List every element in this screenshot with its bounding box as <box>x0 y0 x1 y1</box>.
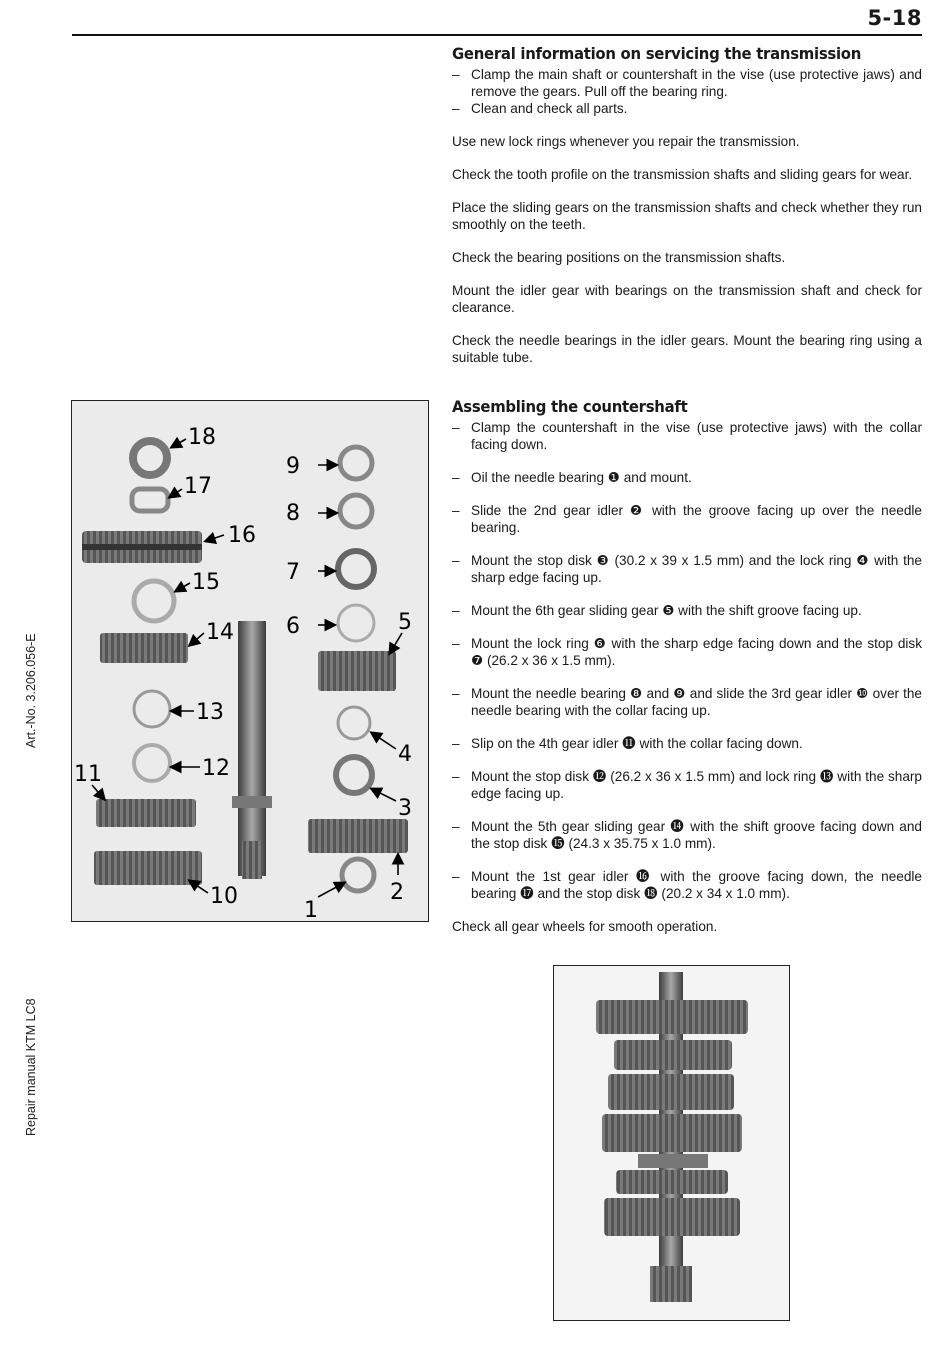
callout-18: 18 <box>188 425 216 450</box>
needle-bearing-9 <box>340 447 372 479</box>
callout-9: 9 <box>286 454 300 479</box>
assembly-step: – Mount the 5th gear sliding gear ⓮ with the shift groove facing down and the stop disk ⓯ (24.3 x 35.75 x 1.0 mm). <box>452 818 922 852</box>
callout-3: 3 <box>398 796 412 821</box>
assembly-step: – Oil the needle bearing ❶ and mount. <box>452 469 922 486</box>
needle-bearing-8 <box>340 495 372 527</box>
article-number: Art.-No. 3.206.056-E <box>24 633 38 748</box>
header-rule <box>72 34 922 36</box>
closing-paragraph: Check all gear wheels for smooth operation. <box>452 919 718 934</box>
callout-14: 14 <box>206 620 234 645</box>
callout-12: 12 <box>202 756 230 781</box>
section-title-countershaft: Assembling the countershaft <box>452 397 688 416</box>
servicing-step: – Clean and check all parts. <box>452 100 922 117</box>
callout-6: 6 <box>286 614 300 639</box>
stop-disk-7 <box>338 551 374 587</box>
section-servicing <box>452 44 922 366</box>
servicing-paragraph: Use new lock rings whenever you repair the transmission. <box>452 134 800 149</box>
gear-5th-sliding-14 <box>100 633 188 663</box>
needle-bearing-1 <box>342 859 374 891</box>
assembly-step: – Mount the needle bearing ❽ and ❾ and slide the 3rd gear idler ❿ over the needle bearing with the collar facing up. <box>452 685 922 719</box>
assembled-countershaft-photo <box>553 965 790 1321</box>
assembled-countershaft-drawing <box>554 966 789 1320</box>
callout-16: 16 <box>228 523 256 548</box>
assembly-step: – Mount the 6th gear sliding gear ❺ with the shift groove facing up. <box>452 602 922 619</box>
assembly-step: – Mount the lock ring ❻ with the sharp edge facing down and the stop disk ❼ (26.2 x 36 x 1.5 mm). <box>452 635 922 669</box>
servicing-paragraph: Check the needle bearings in the idler gears. Mount the bearing ring using a suitable tube. <box>452 333 922 365</box>
stop-disk-12 <box>134 745 170 781</box>
lock-ring-13 <box>134 691 170 727</box>
manual-title: Repair manual KTM LC8 <box>24 998 38 1136</box>
callout-15: 15 <box>192 570 220 595</box>
section-countershaft <box>452 397 922 935</box>
stop-disk-15 <box>134 581 174 621</box>
stop-disk-3 <box>336 757 372 793</box>
callout-2: 2 <box>390 880 404 905</box>
callout-1: 1 <box>304 898 318 921</box>
section-title-servicing: General information on servicing the transmission <box>452 44 862 63</box>
lock-ring-4 <box>338 707 370 739</box>
countershaft <box>238 621 266 876</box>
callout-4: 4 <box>398 742 412 767</box>
callout-13: 13 <box>196 700 224 725</box>
assembly-step: – Mount the stop disk ⓬ (26.2 x 36 x 1.5 mm) and lock ring ⓭ with the sharp edge facing up. <box>452 768 922 802</box>
gear-6th-sliding-5 <box>318 651 396 691</box>
gear-3rd-idler-10 <box>94 851 202 885</box>
assembly-step: – Mount the 1st gear idler ⓰ with the groove facing down, the needle bearing ⓱ and the stop disk ⓲ (20.2 x 34 x 1.0 mm). <box>452 868 922 902</box>
stop-disk-18 <box>133 441 167 475</box>
servicing-step: – Clamp the main shaft or countershaft in the vise (use protective jaws) and remove the gears. Pull off the bearing ring. <box>452 66 922 100</box>
assembly-step: – Slip on the 4th gear idler ⓫ with the collar facing down. <box>452 735 922 752</box>
assembly-step: – Slide the 2nd gear idler ❷ with the groove facing up over the needle bearing. <box>452 502 922 536</box>
callout-5: 5 <box>398 610 412 635</box>
needle-bearing-17 <box>132 489 168 511</box>
lock-ring-6 <box>338 605 374 641</box>
callout-10: 10 <box>210 884 238 909</box>
assembly-step: – Mount the stop disk ❸ (30.2 x 39 x 1.5 mm) and the lock ring ❹ with the sharp edge facing up. <box>452 552 922 586</box>
exploded-parts-photo <box>71 400 429 922</box>
callout-8: 8 <box>286 501 300 526</box>
gear-4th-idler-11 <box>96 799 196 827</box>
servicing-paragraph: Check the bearing positions on the transmission shafts. <box>452 250 786 265</box>
servicing-paragraph: Place the sliding gears on the transmission shafts and check whether they run smoothly on the teeth. <box>452 200 922 232</box>
gear-2nd-idler-2 <box>308 819 408 853</box>
assembly-step: – Clamp the countershaft in the vise (use protective jaws) with the collar facing down. <box>452 419 922 453</box>
callout-7: 7 <box>286 560 300 585</box>
servicing-paragraph: Mount the idler gear with bearings on the transmission shaft and check for clearance. <box>452 283 922 315</box>
exploded-parts-drawing <box>72 401 428 921</box>
callout-17: 17 <box>184 474 212 499</box>
page-number: 5-18 <box>867 6 922 30</box>
callout-11: 11 <box>74 762 102 787</box>
servicing-paragraph: Check the tooth profile on the transmission shafts and sliding gears for wear. <box>452 167 913 182</box>
